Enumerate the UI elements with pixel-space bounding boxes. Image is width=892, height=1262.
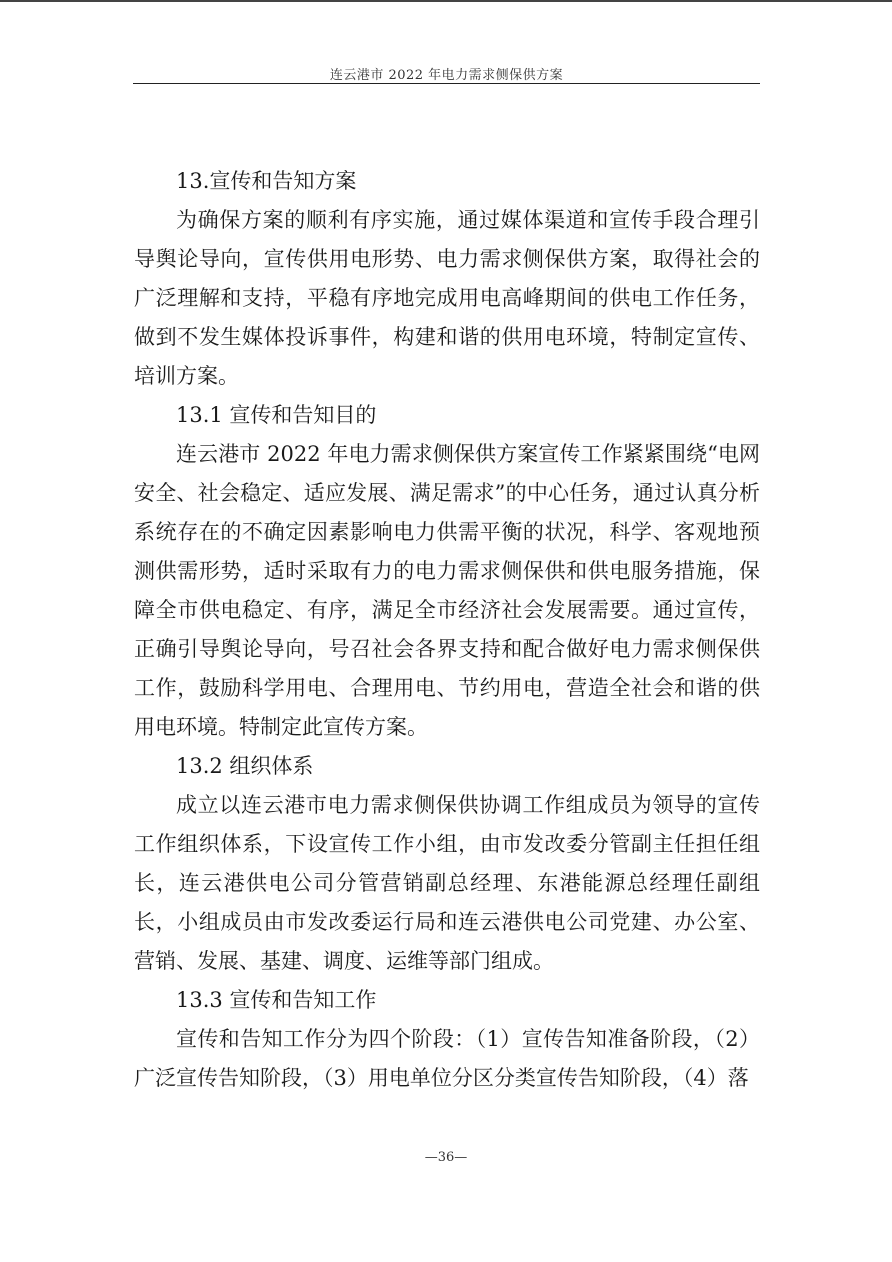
document-body	[134, 162, 760, 1098]
header-rule	[133, 83, 760, 84]
section-heading: 13.2 组织体系	[176, 754, 314, 778]
section-heading: 13.宣传和告知方案	[176, 169, 357, 193]
section-heading: 13.3 宣传和告知工作	[176, 988, 377, 1012]
section-heading: 13.1 宣传和告知目的	[176, 403, 377, 427]
body-paragraph: 连云港市 2022 年电力需求侧保供方案宣传工作紧紧围绕“电网安全、社会稳定、适应发展、满足需求”的中心任务，通过认真分析系统存在的不确定因素影响电力供需平衡的状况，科学、客观地预测供需形势，适时采取有力的电力需求侧保供和供电服务措施，保障全市供电稳定、有序，满足全市经济社会发展需要。通过宣传，正确引导舆论导向，号召社会各界支持和配合做好电力需求侧保供工作，鼓励科学用电、合理用电、节约用电，营造全社会和谐的供用电环境。特制定此宣传方案。	[134, 442, 760, 739]
page-top-border	[0, 0, 892, 2]
running-header: 连云港市 2022 年电力需求侧保供方案	[329, 68, 564, 83]
body-paragraph: 宣传和告知工作分为四个阶段：（1）宣传告知准备阶段，（2）广泛宣传告知阶段，（3）用电单位分区分类宣传告知阶段，（4）落	[134, 1027, 760, 1090]
page-number: —36—	[424, 1150, 468, 1165]
body-paragraph: 成立以连云港市电力需求侧保供协调工作组成员为领导的宣传工作组织体系，下设宣传工作小组，由市发改委分管副主任担任组长，连云港供电公司分管营销副总经理、东港能源总经理任副组长，小组成员由市发改委运行局和连云港供电公司党建、办公室、营销、发展、基建、调度、运维等部门组成。	[134, 793, 760, 973]
body-paragraph: 为确保方案的顺利有序实施，通过媒体渠道和宣传手段合理引导舆论导向，宣传供用电形势、电力需求侧保供方案，取得社会的广泛理解和支持，平稳有序地完成用电高峰期间的供电工作任务，做到不发生媒体投诉事件，构建和谐的供用电环境，特制定宣传、培训方案。	[134, 208, 760, 388]
